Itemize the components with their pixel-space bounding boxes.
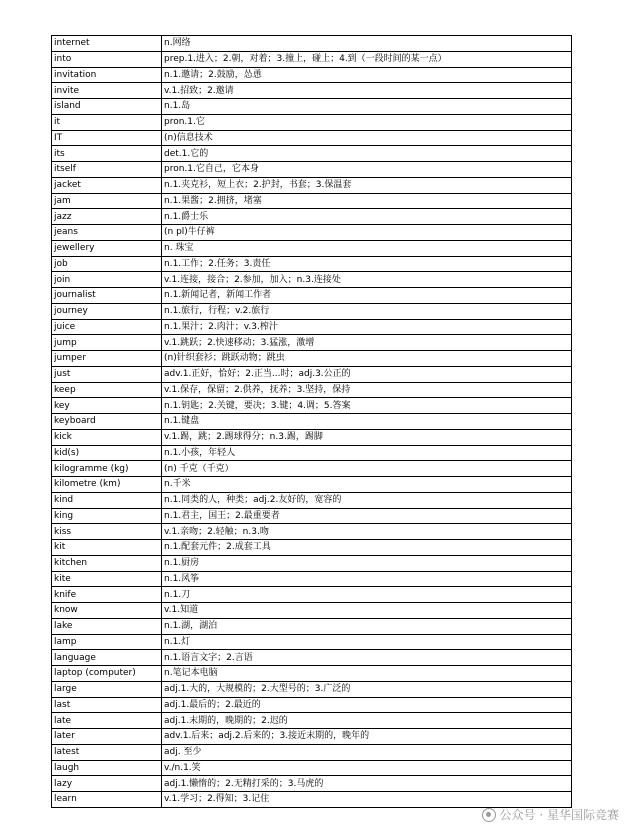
table-row [52, 319, 572, 335]
meaning-cell: adj. 至少 [162, 744, 572, 760]
meaning-cell: n.1.配套元件；2.成套工具 [162, 540, 572, 556]
meaning-cell: v.1.学习；2.得知；3.记住 [162, 792, 572, 808]
word-cell: lamp [52, 634, 162, 650]
word-cell: late [52, 713, 162, 729]
meaning-cell: v.1.亲吻；2.轻触；n.3.吻 [162, 524, 572, 540]
word-cell: invite [52, 83, 162, 99]
table-row [52, 193, 572, 209]
table-row [52, 177, 572, 193]
meaning-cell: n.1.邀请；2.鼓励，怂恿 [162, 67, 572, 83]
table-row [52, 571, 572, 587]
meaning-cell: adj.1.末期的，晚期的；2.迟的 [162, 713, 572, 729]
word-cell: key [52, 398, 162, 414]
table-row [52, 603, 572, 619]
word-cell: keyboard [52, 414, 162, 430]
table-row [52, 445, 572, 461]
meaning-cell: n.1.小孩，年轻人 [162, 445, 572, 461]
word-cell: keep [52, 382, 162, 398]
word-cell: itself [52, 162, 162, 178]
table-row [52, 51, 572, 67]
table-row [52, 666, 572, 682]
word-cell: jacket [52, 177, 162, 193]
table-row [52, 398, 572, 414]
table-row [52, 36, 572, 52]
word-cell: laptop (computer) [52, 666, 162, 682]
meaning-cell: n.1.钥匙；2.关键，要决；3.键；4.调；5.答案 [162, 398, 572, 414]
word-cell: last [52, 697, 162, 713]
word-cell: journalist [52, 288, 162, 304]
meaning-cell: v.1.连接，接合；2.参加，加入；n.3.连接处 [162, 272, 572, 288]
meaning-cell: (n pl)牛仔裤 [162, 225, 572, 241]
table-row [52, 114, 572, 130]
table-row [52, 461, 572, 477]
table-row [52, 382, 572, 398]
meaning-cell: adv.1.正好，恰好；2.正当...时；adj.3.公正的 [162, 366, 572, 382]
table-row [52, 792, 572, 808]
meaning-cell: n.笔记本电脑 [162, 666, 572, 682]
word-cell: later [52, 729, 162, 745]
word-cell: king [52, 508, 162, 524]
meaning-cell: n.1.君主，国王；2.最重要者 [162, 508, 572, 524]
word-cell: just [52, 366, 162, 382]
table-row [52, 634, 572, 650]
vocabulary-table-body [52, 36, 572, 808]
vocabulary-table [51, 35, 572, 808]
table-row [52, 99, 572, 115]
table-row [52, 351, 572, 367]
word-cell: kilometre (km) [52, 477, 162, 493]
word-cell: jazz [52, 209, 162, 225]
meaning-cell: v.1.招致；2.邀请 [162, 83, 572, 99]
table-row [52, 650, 572, 666]
word-cell: kid(s) [52, 445, 162, 461]
word-cell: job [52, 256, 162, 272]
meaning-cell: (n)信息技术 [162, 130, 572, 146]
meaning-cell: det.1.它的 [162, 146, 572, 162]
table-row [52, 209, 572, 225]
meaning-cell: v.1.保存，保留；2.供养，抚养；3.坚持，保持 [162, 382, 572, 398]
table-row [52, 776, 572, 792]
meaning-cell: n.1.工作；2.任务；3.责任 [162, 256, 572, 272]
word-cell: juice [52, 319, 162, 335]
word-cell: kind [52, 492, 162, 508]
watermark [482, 806, 619, 823]
meaning-cell: n.1.湖，湖泊 [162, 618, 572, 634]
meaning-cell: n.千米 [162, 477, 572, 493]
word-cell: kite [52, 571, 162, 587]
word-cell: large [52, 681, 162, 697]
word-cell: jump [52, 335, 162, 351]
meaning-cell: n.1.果酱；2.拥挤，堵塞 [162, 193, 572, 209]
table-row [52, 540, 572, 556]
word-cell: lazy [52, 776, 162, 792]
table-row [52, 429, 572, 445]
meaning-cell: v.1.跳跃；2.快速移动；3.猛涨，激增 [162, 335, 572, 351]
word-cell: knife [52, 587, 162, 603]
word-cell: jewellery [52, 240, 162, 256]
meaning-cell: n.1.灯 [162, 634, 572, 650]
table-row [52, 67, 572, 83]
word-cell: kitchen [52, 555, 162, 571]
table-row [52, 130, 572, 146]
table-row [52, 288, 572, 304]
meaning-cell: n.1.新闻记者，新闻工作者 [162, 288, 572, 304]
meaning-cell: n.1.夹克衫，短上衣；2.护封，书套；3.保温套 [162, 177, 572, 193]
meaning-cell: n.1.键盘 [162, 414, 572, 430]
table-row [52, 240, 572, 256]
table-row [52, 587, 572, 603]
word-cell: internet [52, 36, 162, 52]
word-cell: learn [52, 792, 162, 808]
meaning-cell: n.1.同类的人，种类；adj.2.友好的，宽容的 [162, 492, 572, 508]
meaning-cell: (n) 千克（千克） [162, 461, 572, 477]
word-cell: language [52, 650, 162, 666]
word-cell: kick [52, 429, 162, 445]
meaning-cell: n.1.旅行，行程；v.2.旅行 [162, 303, 572, 319]
table-row [52, 760, 572, 776]
meaning-cell: prep.1.进入；2.朝，对着；3.撞上，碰上；4.到（一段时间的某一点） [162, 51, 572, 67]
table-row [52, 272, 572, 288]
table-row [52, 225, 572, 241]
meaning-cell: n.1.爵士乐 [162, 209, 572, 225]
word-cell: jam [52, 193, 162, 209]
meaning-cell: n.1.风筝 [162, 571, 572, 587]
word-cell: it [52, 114, 162, 130]
table-row [52, 618, 572, 634]
meaning-cell: adj.1.大的，大规模的；2.大型号的；3.广泛的 [162, 681, 572, 697]
meaning-cell: n.网络 [162, 36, 572, 52]
watermark-text: 公众号 · 星华国际竞赛 [499, 808, 619, 822]
table-row [52, 303, 572, 319]
table-row [52, 83, 572, 99]
meaning-cell: pron.1.它自己，它本身 [162, 162, 572, 178]
meaning-cell: adv.1.后来；adj.2.后来的；3.接近末期的，晚年的 [162, 729, 572, 745]
table-row [52, 162, 572, 178]
word-cell: latest [52, 744, 162, 760]
table-row [52, 366, 572, 382]
word-cell: into [52, 51, 162, 67]
meaning-cell: n.1.刀 [162, 587, 572, 603]
word-cell: laugh [52, 760, 162, 776]
meaning-cell: n.1.厨房 [162, 555, 572, 571]
meaning-cell: n.1.语言文字；2.言语 [162, 650, 572, 666]
meaning-cell: pron.1.它 [162, 114, 572, 130]
meaning-cell: adj.1.懒惰的；2.无精打采的；3.马虎的 [162, 776, 572, 792]
table-row [52, 414, 572, 430]
table-row [52, 713, 572, 729]
word-cell: journey [52, 303, 162, 319]
table-row [52, 681, 572, 697]
word-cell: jumper [52, 351, 162, 367]
word-cell: kilogramme (kg) [52, 461, 162, 477]
wechat-icon [482, 808, 496, 822]
word-cell: IT [52, 130, 162, 146]
table-row [52, 555, 572, 571]
meaning-cell: n.1.岛 [162, 99, 572, 115]
word-cell: lake [52, 618, 162, 634]
meaning-cell: v.1.知道 [162, 603, 572, 619]
meaning-cell: (n)针织套衫；跳跃动物；跳虫 [162, 351, 572, 367]
word-cell: kiss [52, 524, 162, 540]
word-cell: island [52, 99, 162, 115]
table-row [52, 146, 572, 162]
word-cell: its [52, 146, 162, 162]
word-cell: kit [52, 540, 162, 556]
word-cell: join [52, 272, 162, 288]
table-row [52, 524, 572, 540]
word-cell: know [52, 603, 162, 619]
table-row [52, 335, 572, 351]
meaning-cell: n.1.果汁；2.肉汁；v.3.榨汁 [162, 319, 572, 335]
meaning-cell: adj.1.最后的；2.最近的 [162, 697, 572, 713]
meaning-cell: v./n.1.笑 [162, 760, 572, 776]
table-row [52, 256, 572, 272]
table-row [52, 744, 572, 760]
meaning-cell: v.1.踢，跳；2.踢球得分；n.3.踢，踢脚 [162, 429, 572, 445]
table-row [52, 697, 572, 713]
table-row [52, 477, 572, 493]
meaning-cell: n. 珠宝 [162, 240, 572, 256]
table-row [52, 729, 572, 745]
table-row [52, 508, 572, 524]
word-cell: invitation [52, 67, 162, 83]
word-cell: jeans [52, 225, 162, 241]
table-row [52, 492, 572, 508]
